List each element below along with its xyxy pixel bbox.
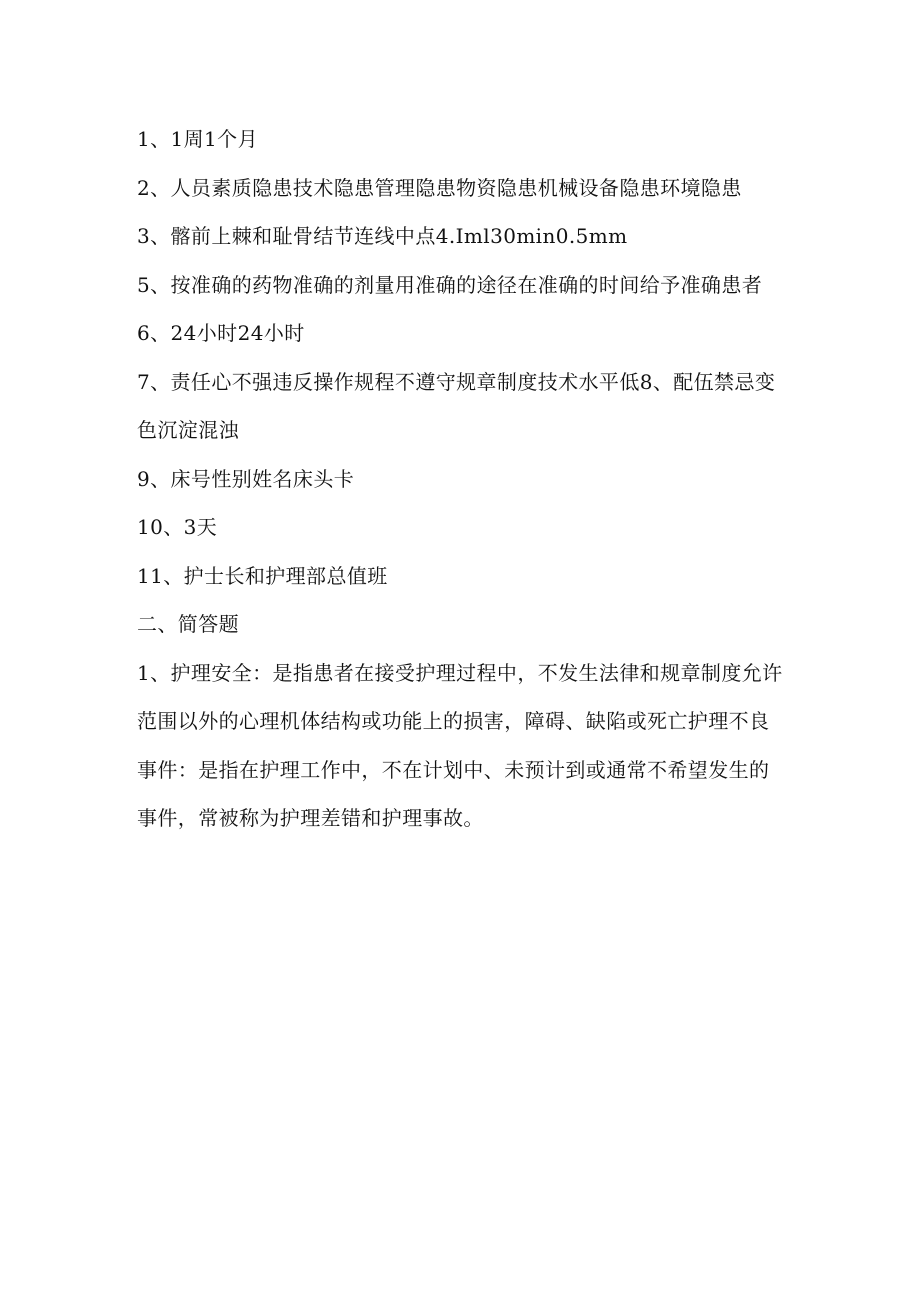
answer-5: 5、按准确的药物准确的剂量用准确的途径在准确的时间给予准确患者 <box>137 272 763 297</box>
answer-10: 10、3天 <box>137 515 218 539</box>
answer-1: 1、1周1个月 <box>137 127 258 151</box>
section-heading: 二、简答题 <box>137 612 239 636</box>
answer-2: 2、人员素质隐患技术隐患管理隐患物资隐患机械设备隐患环境隐患 <box>137 175 742 200</box>
answer-11: 11、护士长和护理部总值班 <box>137 563 388 588</box>
answer-6: 6、24小时24小时 <box>137 321 305 345</box>
answer-3: 3、髂前上棘和耻骨结节连线中点4.Iml30min0.5mm <box>137 224 628 248</box>
answer-9: 9、床号性别姓名床头卡 <box>137 466 355 491</box>
answer-7-8: 7、责任心不强违反操作规程不遵守规章制度技术水平低8、配伍禁忌变色沉淀混浊 <box>137 369 776 442</box>
short-answer-paragraph: 1、护理安全：是指患者在接受护理过程中，不发生法律和规章制度允许范围以外的心理机体结构或功能上的损害，障碍、缺陷或死亡护理不良事件：是指在护理工作中，不在计划中、未预计到或通常不希望发生的事件，常被称为护理差错和护理事故。 <box>137 660 783 830</box>
document-body <box>137 115 787 843</box>
